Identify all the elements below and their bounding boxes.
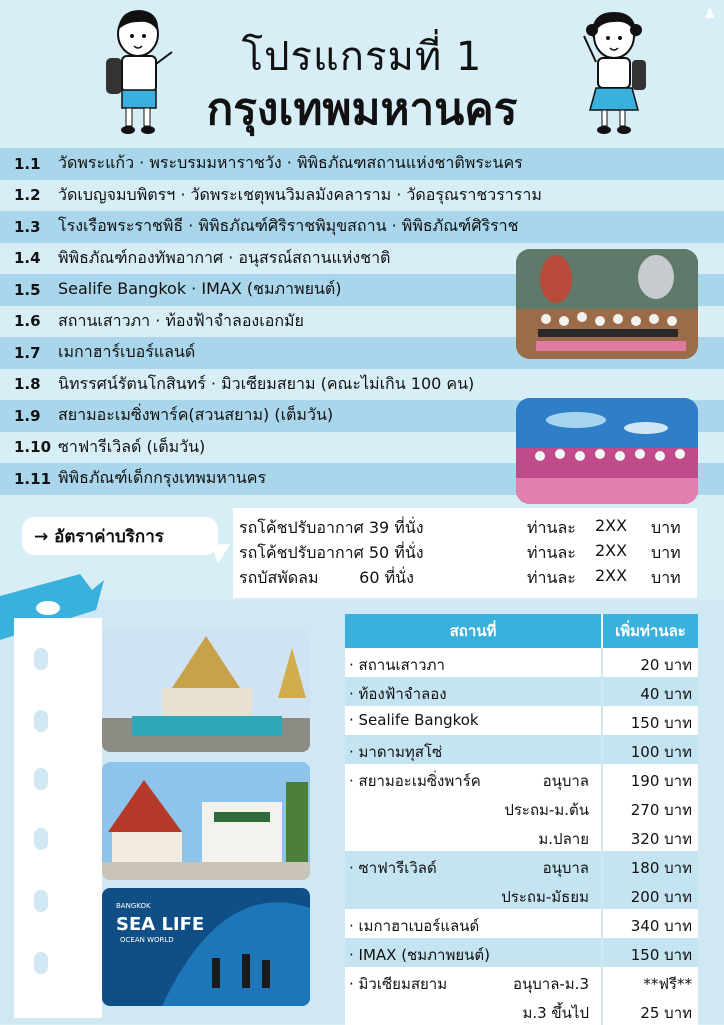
item-number: 1.2 — [14, 186, 41, 205]
price-value: 150 บาท — [630, 946, 692, 964]
list-item — [0, 211, 724, 243]
price-value: 270 บาท — [630, 801, 692, 819]
rate-row — [239, 566, 695, 590]
table-cell-price — [601, 648, 698, 677]
table-cell-price — [601, 764, 698, 851]
item-text: สยามอะเมซิ่งพาร์ค(สวนสยาม) (เต็มวัน) — [58, 405, 334, 425]
vehicle-label: รถโค้ชปรับอากาศ 50 ที่นั่ง — [239, 543, 424, 562]
photo-temple — [102, 762, 310, 880]
item-number: 1.7 — [14, 343, 41, 362]
group-photo-museum — [516, 249, 698, 359]
age-group: ประถม-ม.ต้น — [504, 801, 589, 819]
table-cell-place — [345, 735, 601, 764]
group-photo-aquarium — [516, 398, 698, 504]
age-group: อนุบาล — [542, 859, 589, 877]
binder-hole — [34, 952, 48, 974]
title-program: โปรแกรมที่ 1 — [241, 34, 483, 80]
table-row — [345, 706, 698, 735]
notebook-strip — [14, 618, 102, 1018]
place-name: · เมกาฮาเบอร์แลนด์ — [349, 917, 480, 935]
age-group: ม.3 ขึ้นไป — [522, 1004, 589, 1022]
binder-hole — [34, 890, 48, 912]
table-cell-price — [601, 735, 698, 764]
sealife-logo: SEA LIFE — [116, 914, 205, 935]
sealife-logo-top: BANGKOK — [116, 902, 151, 910]
item-text: วัดพระแก้ว · พระบรมมหาราชวัง · พิพิธภัณฑสถานแห่งชาติพระนคร — [58, 153, 523, 173]
table-cell-price — [601, 677, 698, 706]
age-group: ประถม-มัธยม — [501, 888, 589, 906]
price-value: 2XX — [595, 541, 628, 560]
photo-grand-palace — [102, 628, 310, 752]
column-header-extra: เพิ่มท่านละ — [601, 614, 698, 648]
unit-label: บาท — [651, 518, 681, 537]
list-item — [0, 148, 724, 180]
place-name: · สถานเสาวภา — [349, 656, 445, 674]
table-cell-place — [345, 764, 601, 851]
person-icon: ♟ — [703, 6, 716, 22]
place-name: · ท้องฟ้าจำลอง — [349, 685, 447, 703]
binder-hole — [34, 710, 48, 732]
item-number: 1.11 — [14, 469, 52, 488]
item-text: เมกาฮาร์เบอร์แลนด์ — [58, 342, 196, 362]
table-cell-price — [601, 851, 698, 909]
item-number: 1.4 — [14, 249, 41, 268]
rates-label: → อัตราค่าบริการ — [22, 517, 218, 555]
table-header — [345, 614, 698, 648]
price-table — [345, 614, 698, 1025]
binder-hole — [34, 648, 48, 670]
table-cell-price — [601, 706, 698, 735]
vehicle-label: รถโค้ชปรับอากาศ 39 ที่นั่ง — [239, 518, 424, 537]
table-row — [345, 764, 698, 851]
photo-sealife — [102, 888, 310, 1006]
item-text: Sealife Bangkok · IMAX (ชมภาพยนต์) — [58, 279, 342, 299]
rate-row — [239, 541, 695, 565]
rates-box — [233, 508, 697, 598]
place-name: · มิวเซียมสยาม — [349, 975, 448, 993]
place-name: · สยามอะเมซิ่งพาร์ค — [349, 772, 481, 790]
sealife-logo-bottom: OCEAN WORLD — [120, 936, 174, 944]
item-number: 1.5 — [14, 280, 41, 299]
item-text: พิพิธภัณฑ์กองทัพอากาศ · อนุสรณ์สถานแห่งชาติ — [58, 247, 391, 267]
item-text: ซาฟารีเวิลด์ (เต็มวัน) — [58, 436, 206, 456]
table-row — [345, 648, 698, 677]
price-value: 340 บาท — [630, 917, 692, 935]
item-text: พิพิธภัณฑ์เด็กกรุงเทพมหานคร — [58, 468, 267, 488]
table-cell-place — [345, 967, 601, 1025]
price-value: **ฟรี** — [643, 975, 692, 993]
price-value: 180 บาท — [630, 859, 692, 877]
item-number: 1.3 — [14, 217, 41, 236]
price-value: 320 บาท — [630, 830, 692, 848]
item-number: 1.1 — [14, 154, 41, 173]
list-item — [0, 180, 724, 212]
table-row — [345, 677, 698, 706]
price-value: 200 บาท — [630, 888, 692, 906]
item-text: วัดเบญจมบพิตรฯ · วัดพระเชตุพนวิมลมังคลาราม · วัดอรุณราชวราราม — [58, 184, 542, 204]
table-cell-place — [345, 677, 601, 706]
item-text: สถานเสาวภา · ท้องฟ้าจำลองเอกมัย — [58, 310, 304, 330]
table-cell-place — [345, 706, 601, 735]
table-cell-place — [345, 851, 601, 909]
price-value: 100 บาท — [630, 743, 692, 761]
vehicle-label: รถบัสพัดลม 60 ที่นั่ง — [239, 568, 414, 587]
price-value: 2XX — [595, 566, 628, 585]
column-header-place: สถานที่ — [449, 622, 497, 640]
table-row — [345, 967, 698, 1025]
place-name: · มาดามทุสโซ่ — [349, 743, 443, 761]
table-cell-price — [601, 938, 698, 967]
table-cell-price — [601, 967, 698, 1025]
binder-hole — [34, 768, 48, 790]
table-cell-price — [601, 909, 698, 938]
age-group: อนุบาล-ม.3 — [512, 975, 589, 993]
price-value: 2XX — [595, 516, 628, 535]
item-number: 1.9 — [14, 406, 41, 425]
price-value: 40 บาท — [640, 685, 692, 703]
place-name: · IMAX (ชมภาพยนต์) — [349, 946, 490, 964]
unit-label: บาท — [651, 568, 681, 587]
place-name: · Sealife Bangkok — [349, 711, 479, 729]
price-value: 190 บาท — [630, 772, 692, 790]
unit-label: บาท — [651, 543, 681, 562]
price-value: 150 บาท — [630, 714, 692, 732]
rate-row — [239, 516, 695, 540]
age-group: อนุบาล — [542, 772, 589, 790]
per-person-label: ท่านละ — [527, 518, 576, 537]
age-group: ม.ปลาย — [538, 830, 589, 848]
table-body — [345, 648, 698, 1025]
price-value: 25 บาท — [640, 1004, 692, 1022]
table-cell-place — [345, 938, 601, 967]
item-number: 1.6 — [14, 312, 41, 331]
table-cell-place — [345, 909, 601, 938]
table-row — [345, 851, 698, 909]
list-item — [0, 369, 724, 401]
item-text: นิทรรศน์รัตนโกสินทร์ · มิวเซียมสยาม (คณะไม่เกิน 100 คน) — [58, 373, 475, 393]
title-city: กรุงเทพมหานคร — [206, 84, 518, 135]
place-name: · ซาฟารีเวิลด์ — [349, 859, 437, 877]
price-value: 20 บาท — [640, 656, 692, 674]
table-row — [345, 909, 698, 938]
binder-hole — [34, 828, 48, 850]
table-row — [345, 735, 698, 764]
table-cell-place — [345, 648, 601, 677]
per-person-label: ท่านละ — [527, 568, 576, 587]
per-person-label: ท่านละ — [527, 543, 576, 562]
item-number: 1.10 — [14, 438, 52, 457]
item-text: โรงเรือพระราชพิธี · พิพิธภัณฑ์ศิริราชพิมุขสถาน · พิพิธภัณฑ์ศิริราช — [58, 216, 519, 236]
item-number: 1.8 — [14, 375, 41, 394]
table-row — [345, 938, 698, 967]
